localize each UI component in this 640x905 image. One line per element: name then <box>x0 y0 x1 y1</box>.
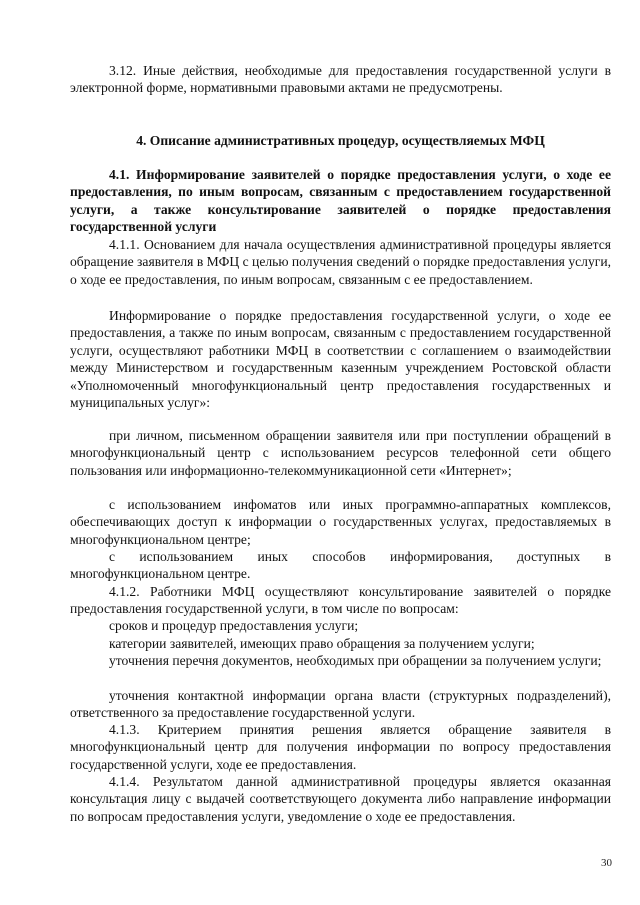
paragraph-contacts: уточнения контактной информации органа власти (структурных подразделений), ответственного за предоставление государственной услуги. <box>70 688 611 721</box>
paragraph-categories: категории заявителей, имеющих право обращения за получением услуги; <box>109 636 535 651</box>
paragraph-documents: уточнения перечня документов, необходимых при обращении за получением услуги; <box>109 653 602 668</box>
paragraph-informing: Информирование о порядке предоставления государственной услуги, о ходе ее предоставления, а также по иным вопросам, связанным с предоставлением государственной услуги, осуществляют работники МФЦ в соответствии с соглашением о взаимодействии между Министерством и государственным казенным учреждением Ростовской области «Уполномоченный многофункциональный центр предоставления государственных и муниципальных услуг»: <box>70 308 611 411</box>
page-number: 30 <box>601 857 612 869</box>
paragraph-4-1-4: 4.1.4. Результатом данной административной процедуры является оказанная консультация лицу с выдачей соответствующего документа либо направление информации по вопросам предоставления услуги, уведомление о ходе ее предоставления. <box>70 774 611 824</box>
paragraph-other-means: с использованием иных способов информирования, доступных в многофункциональном центре. <box>70 549 611 582</box>
paragraph-4-1-2: 4.1.2. Работники МФЦ осуществляют консультирование заявителей о порядке предоставления государственной услуги, в том числе по вопросам: <box>70 584 611 617</box>
paragraph-personal-appeal: при личном, письменном обращении заявителя или при поступлении обращений в многофункциональный центр с использованием ресурсов телефонной сети общего пользования или информационно-телекоммуникационной сети «Интернет»; <box>70 428 611 478</box>
paragraph-infomats: с использованием инфоматов или иных программно-аппаратных комплексов, обеспечивающих доступ к информации о государственных услугах, предоставляемых в многофункциональном центре; <box>70 497 611 547</box>
paragraph-3-12: 3.12. Иные действия, необходимые для предоставления государственной услуги в электронной форме, нормативными правовыми актами не предусмотрены. <box>70 63 611 96</box>
paragraph-4-1-1: 4.1.1. Основанием для начала осуществления административной процедуры является обращение заявителя в МФЦ с целью получения сведений о порядке предоставления услуги, о ходе ее предоставления, по иным вопросам, связанным с ее предоставлением. <box>70 237 611 287</box>
paragraph-4-1-3: 4.1.3. Критерием принятия решения является обращение заявителя в многофункциональный центр для получения информации по вопросу предоставления государственной услуги, ходе ее предоставления. <box>70 722 611 772</box>
paragraph-terms: сроков и процедур предоставления услуги; <box>109 618 359 633</box>
section-4-title: 4. Описание административных процедур, осуществляемых МФЦ <box>136 133 545 148</box>
subsection-4-1-title: 4.1. Информирование заявителей о порядке предоставления услуги, о ходе ее предоставления, по иным вопросам, связанным с предоставлением государственной услуги, а также консультирование заявителей о порядке предоставления государственной услуги <box>70 167 611 235</box>
